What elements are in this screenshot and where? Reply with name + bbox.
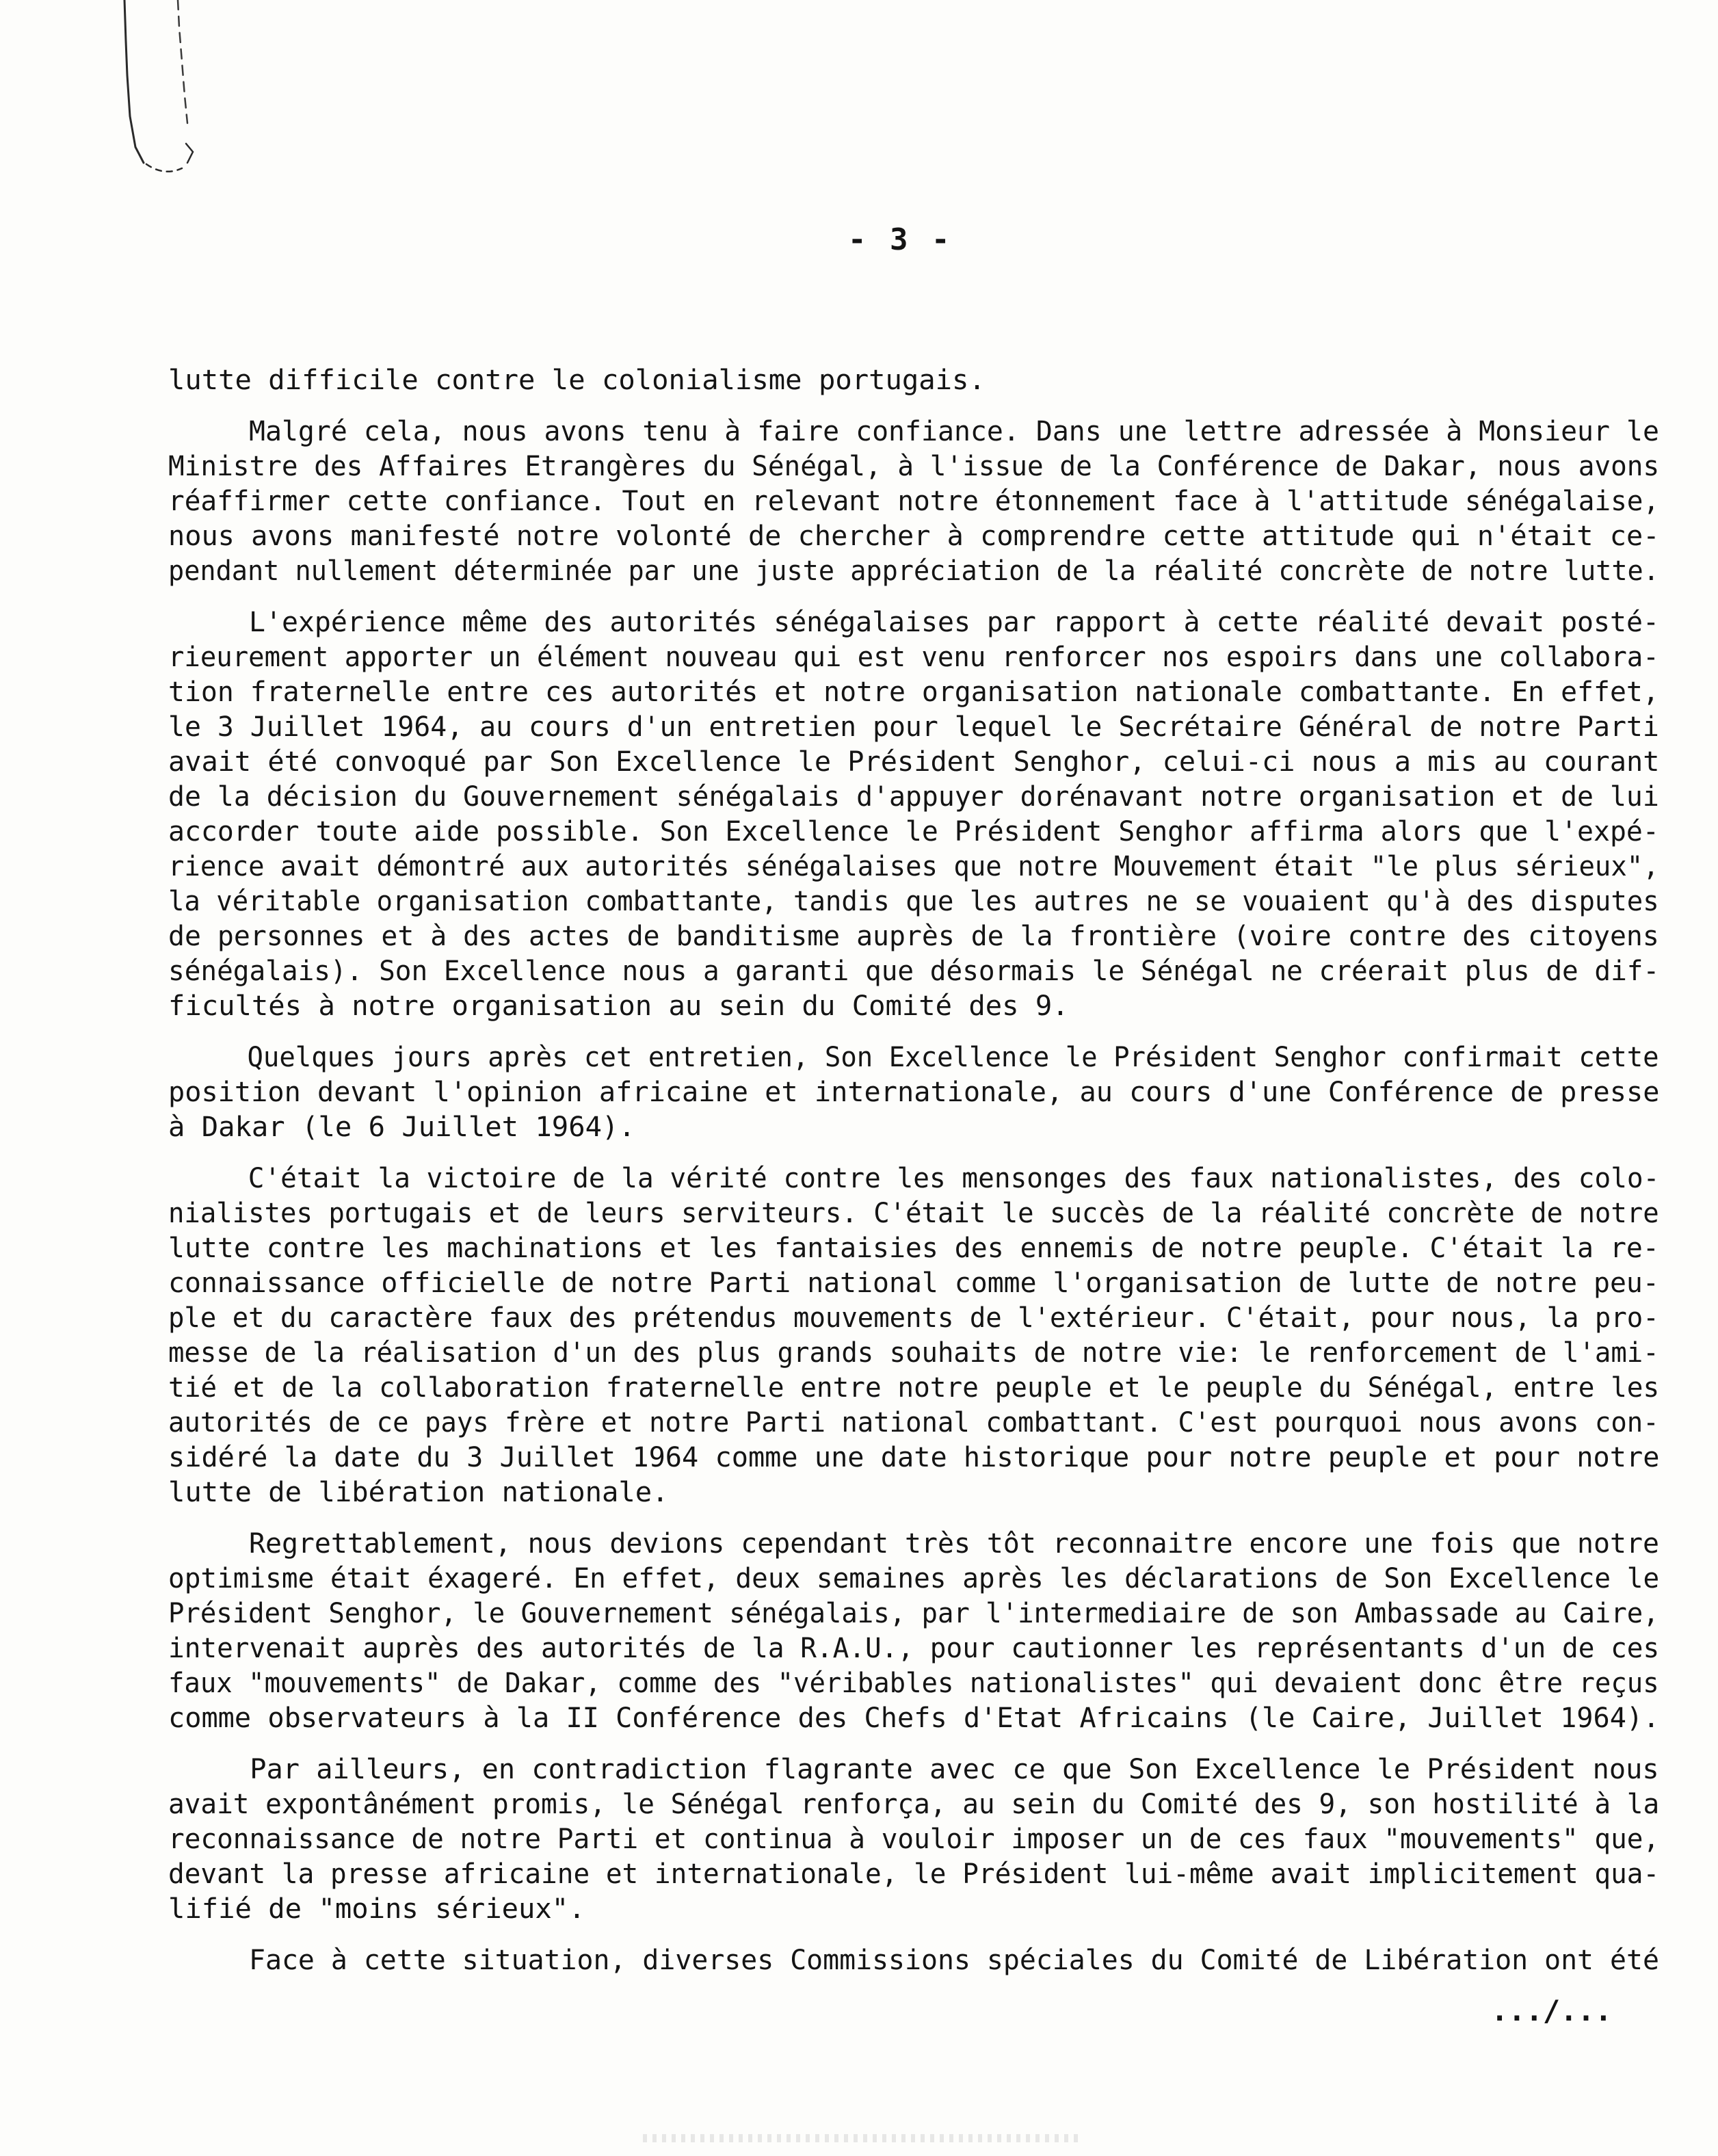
- text-line: pendant nullement déterminée par une juste appréciation de la réalité concrète de notre lutte.: [168, 554, 1659, 587]
- text-line: tion fraternelle entre ces autorités et notre organisation nationale combattante. En effet,: [168, 675, 1659, 708]
- paragraph: [168, 605, 1659, 1023]
- page-number: - 3 -: [848, 222, 953, 257]
- text-line: optimisme était éxageré. En effet, deux semaines après les déclarations de Son Excellence le: [168, 1562, 1660, 1594]
- text-line: intervenait auprès des autorités de la R.A.U., pour cautionner les représentants d'un de ces: [168, 1631, 1660, 1664]
- text-line: devant la presse africaine et internationale, le Président lui-même avait implicitement qua-: [168, 1857, 1660, 1890]
- body-text: [168, 363, 1659, 1994]
- text-line: rience avait démontré aux autorités sénégalaises que notre Mouvement était "le plus sérieux",: [168, 850, 1659, 882]
- text-line: la véritable organisation combattante, tandis que les autres ne se vouaient qu'à des disputes: [168, 884, 1659, 917]
- paragraph: [168, 1040, 1659, 1144]
- text-line: connaissance officielle de notre Parti national comme l'organisation de lutte de notre peu-: [168, 1266, 1659, 1299]
- text-line: réaffirmer cette confiance. Tout en relevant notre étonnement face à l'attitude sénégalaise,: [168, 484, 1660, 517]
- text-line: tié et de la collaboration fraternelle entre notre peuple et le peuple du Sénégal, entre les: [168, 1371, 1660, 1404]
- text-line: Quelques jours après cet entretien, Son Excellence le Président Senghor confirmait cette: [247, 1040, 1659, 1073]
- text-line: reconnaissance de notre Parti et continua à vouloir imposer un de ces faux "mouvements" que,: [168, 1822, 1660, 1855]
- paragraph: [168, 1752, 1659, 1926]
- text-line: sénégalais). Son Excellence nous a garanti que désormais le Sénégal ne créerait plus de dif-: [168, 954, 1660, 987]
- text-line: Face à cette situation, diverses Commissions spéciales du Comité de Libération ont été: [248, 1943, 1659, 1976]
- text-line: ficultés à notre organisation au sein du Comité des 9.: [168, 989, 1069, 1022]
- text-line: lifié de "moins sérieux".: [168, 1892, 585, 1925]
- text-line: lutte de libération nationale.: [168, 1475, 669, 1508]
- paragraph: [168, 1161, 1659, 1510]
- text-line: autorités de ce pays frère et notre Parti national combattant. C'est pourquoi nous avons con-: [168, 1406, 1659, 1438]
- text-line: Regrettablement, nous devions cependant très tôt reconnaitre encore une fois que notre: [248, 1527, 1659, 1560]
- text-line: messe de la réalisation d'un des plus grands souhaits de notre vie: le renforcement de l'ami-: [168, 1336, 1659, 1369]
- text-line: faux "mouvements" de Dakar, comme des "véribables nationalistes" qui devaient donc être reçus: [168, 1666, 1659, 1699]
- text-line: rieurement apporter un élément nouveau qui est venu renforcer nos espoirs dans une collabora-: [168, 640, 1659, 673]
- text-line: position devant l'opinion africaine et internationale, au cours d'une Conférence de presse: [168, 1075, 1660, 1108]
- text-line: L'expérience même des autorités sénégalaises par rapport à cette réalité devait posté-: [248, 605, 1659, 638]
- text-line: nous avons manifesté notre volonté de chercher à comprendre cette attitude qui n'était ce-: [168, 519, 1660, 552]
- scan-smudge: [643, 2134, 1081, 2142]
- text-line: sidéré la date du 3 Juillet 1964 comme une date historique pour notre peuple et pour notre: [168, 1441, 1660, 1473]
- paragraph: [168, 363, 1659, 397]
- text-line: de la décision du Gouvernement sénégalais d'appuyer dorénavant notre organisation et de lui: [168, 780, 1659, 813]
- paragraph: [168, 1943, 1659, 1977]
- text-line: C'était la victoire de la vérité contre les mensonges des faux nationalistes, des colo-: [248, 1161, 1660, 1194]
- text-line: accorder toute aide possible. Son Excellence le Président Senghor affirma alors que l'expé-: [168, 815, 1659, 847]
- margin-pen-mark: [116, 0, 205, 192]
- text-line: Par ailleurs, en contradiction flagrante avec ce que Son Excellence le Président nous: [250, 1752, 1659, 1785]
- text-line: comme observateurs à la II Conférence des Chefs d'Etat Africains (le Caire, Juillet 1964).: [168, 1701, 1660, 1734]
- text-line: nialistes portugais et de leurs serviteurs. C'était le succès de la réalité concrète de notre: [168, 1196, 1659, 1229]
- text-line: Ministre des Affaires Etrangères du Sénégal, à l'issue de la Conférence de Dakar, nous avons: [168, 449, 1660, 482]
- text-line: Président Senghor, le Gouvernement sénégalais, par l'intermediaire de son Ambassade au Caire,: [168, 1596, 1659, 1629]
- text-line: avait été convoqué par Son Excellence le Président Senghor, celui-ci nous a mis au courant: [168, 745, 1660, 778]
- text-line: lutte contre les machinations et les fantaisies des ennemis de notre peuple. C'était la re-: [168, 1231, 1659, 1264]
- text-line: Malgré cela, nous avons tenu à faire confiance. Dans une lettre adressée à Monsieur le: [248, 415, 1659, 447]
- continuation-mark: .../...: [1491, 1994, 1613, 2027]
- text-line: le 3 Juillet 1964, au cours d'un entretien pour lequel le Secrétaire Général de notre Parti: [168, 710, 1659, 743]
- text-line: ple et du caractère faux des prétendus mouvements de l'extérieur. C'était, pour nous, la pro-: [168, 1301, 1659, 1334]
- text-line: de personnes et à des actes de banditisme auprès de la frontière (voire contre des citoyens: [168, 919, 1659, 952]
- paragraph: [168, 414, 1659, 588]
- paragraph: [168, 1526, 1659, 1735]
- text-line: avait expontânément promis, le Sénégal renforça, au sein du Comité des 9, son hostilité à la: [168, 1787, 1660, 1820]
- text-line: lutte difficile contre le colonialisme portugais.: [168, 363, 986, 396]
- text-line: à Dakar (le 6 Juillet 1964).: [168, 1110, 635, 1143]
